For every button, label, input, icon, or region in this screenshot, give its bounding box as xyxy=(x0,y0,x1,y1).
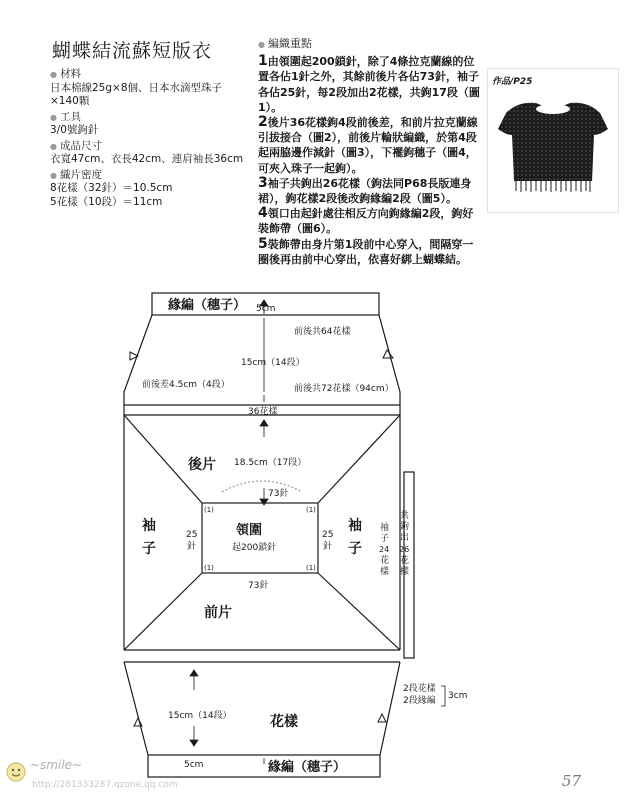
pattern-36-label: 36花樣 xyxy=(248,407,278,417)
marker-triangle xyxy=(378,714,386,722)
steps-heading: ● 編織重點 xyxy=(258,36,480,52)
front-back-diff-label: 前後差4.5cm（4段） xyxy=(142,380,230,390)
left-sleeve-stitch-unit: 針 xyxy=(187,542,197,552)
step-text: 裝飾帶由身片第1段前中心穿入，間隔穿一圈後再由前中心穿出，依喜好綁上蝴蝶結。 xyxy=(258,237,474,266)
front-back-64-label: 前後共64花樣 xyxy=(294,327,351,337)
left-sleeve-label-1: 袖 xyxy=(142,518,156,534)
step-number: 3 xyxy=(258,174,268,191)
smiley-icon xyxy=(4,760,28,784)
left-sleeve-label-2: 子 xyxy=(142,541,156,557)
sleeve-side-label: 花 xyxy=(380,556,390,566)
sleeve-side-label: 子 xyxy=(380,534,390,544)
step-text: 袖子共鉤出26花樣（鉤法同P68長版連身裙），鉤花樣2段後改鉤緣編2段（圖5）。 xyxy=(258,176,472,206)
gauge-heading: ● 織片密度 xyxy=(50,169,250,183)
right-sleeve-label-2: 子 xyxy=(348,541,362,557)
top-edge-label: 緣編（穗子） xyxy=(168,298,247,313)
cuff-height-label: 3cm xyxy=(448,691,468,701)
size-text: 衣寬47cm、衣長42cm、連肩袖長36cm xyxy=(50,153,244,165)
marker-triangle xyxy=(383,350,393,358)
front-back-72-label: 前後共72花樣（94cm） xyxy=(294,384,394,394)
watermark-url: http://281333287.qzone.qq.com xyxy=(32,780,178,790)
sleeve-total-label: 出 xyxy=(400,533,410,543)
step-number: 2 xyxy=(258,114,268,131)
stitch-73-top: 73針 xyxy=(268,489,289,499)
gauge-line-2: 5花樣（10段）＝11cm xyxy=(50,195,163,208)
left-sleeve-stitch-num: 25 xyxy=(186,530,198,540)
tools-heading: ● 工具 xyxy=(50,111,250,125)
step-number: 4 xyxy=(258,205,268,222)
raglan-stitch-marker: (1) xyxy=(204,506,214,514)
tools-text: 3/0號鉤針 xyxy=(50,124,99,136)
neckline-rect xyxy=(202,503,318,573)
raglan-stitch-marker: (1) xyxy=(306,506,316,514)
raglan-stitch-marker: (1) xyxy=(306,564,316,572)
materials-heading: ● 材料 xyxy=(50,68,250,82)
sleeve-side-label: 袖 xyxy=(380,523,390,533)
sleeve-total-label: 鉤 xyxy=(400,522,410,532)
step-text: 由領圍起200鎖針，除了4條拉克蘭線的位置各佔1針之外，其餘前後片各佔73針，袖子各佔25針，每2段加出2花樣，共鉤17段（圖1）。 xyxy=(258,55,480,114)
page-title: 蝴蝶結流蘇短版衣 xyxy=(52,40,213,62)
cuff-edge-label: 2段緣編 xyxy=(403,696,436,706)
bottom-edge-height: 5cm xyxy=(184,760,204,770)
bottom-edge-label: 緣編（穗子） xyxy=(268,760,347,775)
sleeve-total-label: 共 xyxy=(400,511,410,521)
sleeve-side-label: 樣 xyxy=(380,567,390,577)
step-number: 5 xyxy=(258,235,268,252)
right-sleeve-stitch-num: 25 xyxy=(322,530,334,540)
step-text: 後片36花樣鉤4段前後差，和前片拉克蘭線引拔接合（圖2），前後片輪狀編織，於第4段起兩脇邊作減針（圖3），下襬鉤穗子（圖4，可夾入珠子一起鉤）。 xyxy=(258,116,478,175)
materials-text: 日本棉線25g×8個、日本水滴型珠子×140顆 xyxy=(50,81,223,107)
pattern-label: 花樣 xyxy=(270,714,298,730)
step-text: 領口由起針處往相反方向鉤緣編2段，鉤好裝飾帶（圖6）。 xyxy=(258,207,474,236)
raglan-stitch-marker: (1) xyxy=(204,564,214,572)
top-edge-height: 5cm xyxy=(256,304,276,314)
cuff-pattern-label: 2段花樣 xyxy=(403,684,436,694)
stitch-73-bottom: 73針 xyxy=(248,581,269,591)
back-panel-label: 後片 xyxy=(188,457,216,473)
gauge-line-1: 8花樣（32針）＝10.5cm xyxy=(50,182,173,194)
right-sleeve-stitch-unit: 針 xyxy=(323,542,333,552)
front-panel-label: 前片 xyxy=(204,605,232,621)
sleeve-side-label: 24 xyxy=(379,545,390,554)
sleeve-total-label: 樣 xyxy=(400,567,410,577)
raglan-line xyxy=(124,573,202,650)
raglan-line xyxy=(318,573,400,650)
raglan-line xyxy=(318,415,400,503)
step-number: 1 xyxy=(258,53,268,70)
length-15-label: 15cm（14段） xyxy=(241,358,305,368)
neckline-chain-label: 起200鎖針 xyxy=(232,543,277,553)
page-number: 57 xyxy=(561,772,581,790)
sleeve-total-label: 花 xyxy=(400,556,410,566)
watermark-name: ~smile~ xyxy=(30,758,83,772)
right-sleeve-label-1: 袖 xyxy=(348,518,362,534)
back-height-label: 18.5cm（17段） xyxy=(234,458,307,468)
sleeve-total-label: 26 xyxy=(399,545,410,554)
length-15-bottom-label: 15cm（14段） xyxy=(168,711,232,721)
neckline-label: 領圍 xyxy=(236,523,263,538)
size-heading: ● 成品尺寸 xyxy=(50,140,250,154)
photo-label: 作品/P25 xyxy=(492,77,533,87)
lower-side-lines xyxy=(124,662,400,755)
